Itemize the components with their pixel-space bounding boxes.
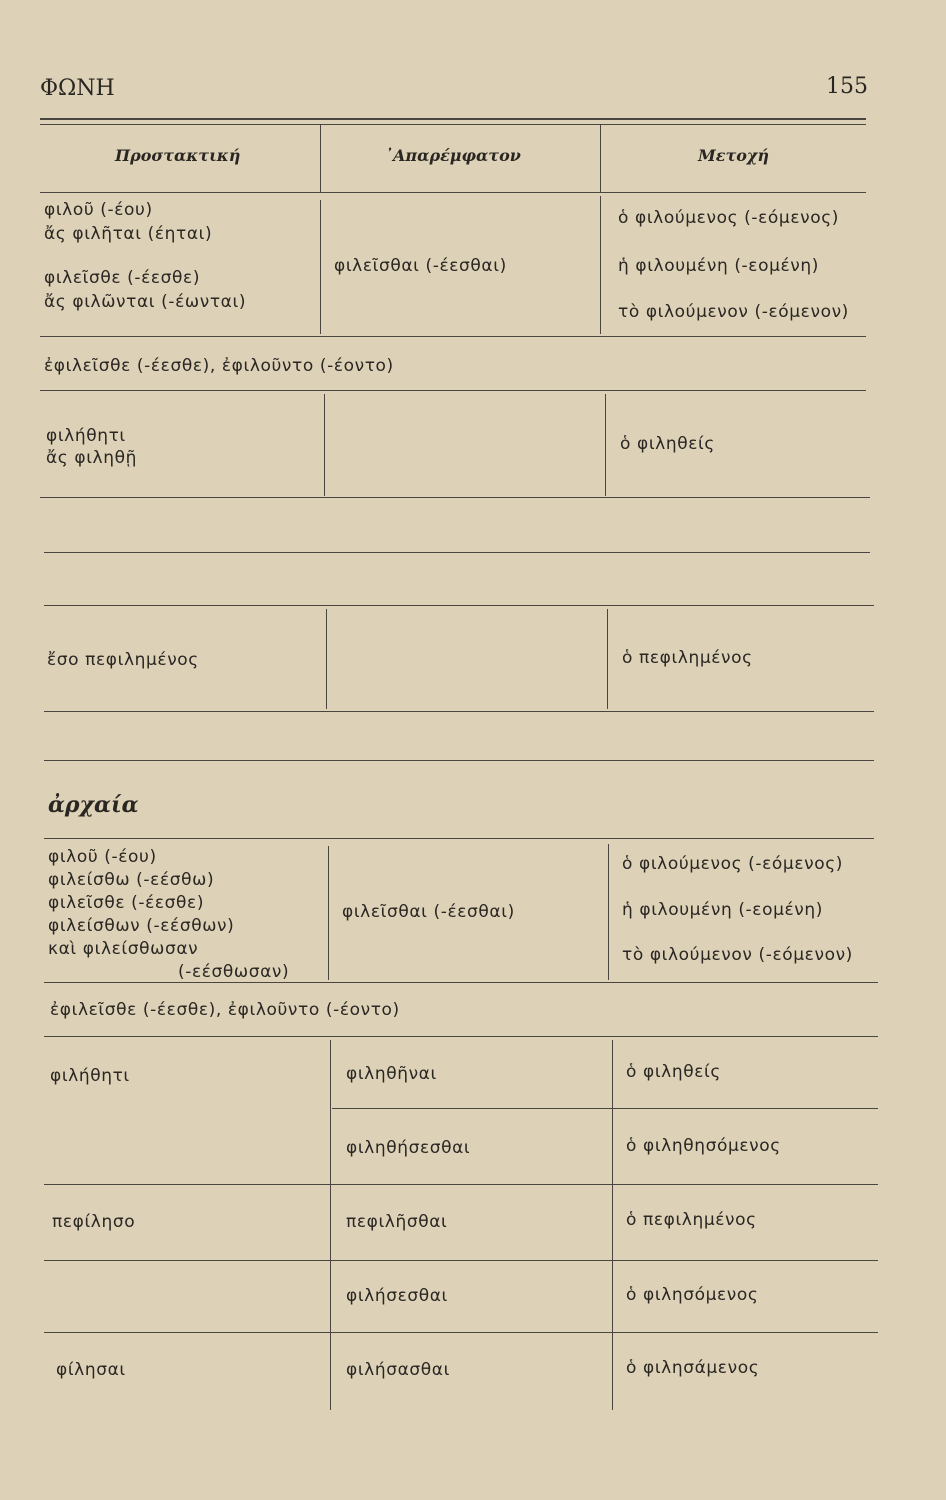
ancient-present-infinitive: φιλεῖσθαι (-έεσθαι) xyxy=(342,902,515,922)
top-rule-thin xyxy=(40,124,866,125)
header-participle: Μετοχή xyxy=(698,146,770,165)
ancient-row-imperative: φιλήθητι xyxy=(50,1066,130,1086)
modern-present-imperative-line: φιλεῖσθε (-έεσθε) xyxy=(44,268,201,288)
modern-present-participle-line: ἡ φιλουμένη (-εομένη) xyxy=(618,256,819,276)
column-divider xyxy=(612,1040,613,1410)
column-divider xyxy=(607,609,608,709)
column-divider xyxy=(320,124,321,192)
row-rule xyxy=(44,605,874,606)
row-rule xyxy=(40,336,866,337)
ancient-present-imperative-line: καὶ φιλείσθωσαν xyxy=(48,939,199,959)
column-divider xyxy=(608,844,609,980)
modern-present-imperative-line: ἄς φιλῶνται (-έωνται) xyxy=(44,292,247,312)
modern-aorist-imperative-line: φιλήθητι xyxy=(46,426,126,446)
column-divider xyxy=(328,846,329,980)
modern-present-imperative-line: φιλοῦ (-έου) xyxy=(44,200,153,220)
row-rule xyxy=(332,1108,878,1109)
column-divider xyxy=(324,394,325,496)
column-divider xyxy=(330,1040,331,1410)
ancient-row-participle: ὁ φιλησάμενος xyxy=(626,1358,760,1378)
modern-present-participle-line: ὁ φιλούμενος (-εόμενος) xyxy=(618,208,840,228)
modern-present-participle-line: τὸ φιλούμενον (-εόμενον) xyxy=(618,302,849,322)
modern-aorist-participle: ὁ φιληθείς xyxy=(620,434,715,454)
ancient-row-infinitive: φιλήσεσθαι xyxy=(346,1286,448,1306)
ancient-row-participle: ὁ φιληθησόμενος xyxy=(626,1136,781,1156)
ancient-row-infinitive: φιληθήσεσθαι xyxy=(346,1138,471,1158)
page-number: 155 xyxy=(826,74,868,99)
ancient-row-infinitive: φιλήσασθαι xyxy=(346,1360,450,1380)
row-rule xyxy=(44,1260,878,1261)
modern-perfect-imperative: ἔσο πεφιλημένος xyxy=(47,650,199,670)
row-rule xyxy=(44,1036,878,1037)
top-rule xyxy=(40,118,866,120)
header-rule xyxy=(40,192,866,193)
row-rule xyxy=(44,1332,878,1333)
row-rule xyxy=(44,760,874,761)
ancient-row-participle: ὁ φιληθείς xyxy=(626,1062,721,1082)
ancient-imperfect: ἐφιλεῖσθε (-έεσθε), ἐφιλοῦντο (-έοντο) xyxy=(50,1000,400,1020)
ancient-row-participle: ὁ φιλησόμενος xyxy=(626,1285,759,1305)
ancient-row-infinitive: φιληθῆναι xyxy=(346,1064,437,1084)
archaia-heading: ἀρχαία xyxy=(48,792,139,818)
row-rule xyxy=(44,552,870,553)
ancient-row-participle: ὁ πεφιλημένος xyxy=(626,1210,757,1230)
ancient-present-imperative-line: φιλείσθω (-εέσθω) xyxy=(48,870,215,890)
modern-perfect-participle: ὁ πεφιλημένος xyxy=(622,648,753,668)
column-divider xyxy=(600,196,601,334)
modern-aorist-imperative-line: ἄς φιληθῇ xyxy=(46,448,137,468)
row-rule xyxy=(44,1184,878,1185)
ancient-present-imperative-line: φιλεῖσθε (-έεσθε) xyxy=(48,893,205,913)
ancient-present-participle-line: ἡ φιλουμένη (-εομένη) xyxy=(622,900,823,920)
ancient-present-imperative-line: φιλείσθων (-εέσθων) xyxy=(48,916,235,936)
ancient-row-infinitive: πεφιλῆσθαι xyxy=(346,1212,448,1232)
modern-present-infinitive: φιλεῖσθαι (-έεσθαι) xyxy=(334,256,507,276)
column-divider xyxy=(320,200,321,334)
column-divider xyxy=(605,394,606,496)
header-infinitive: ᾿Απαρέμφατον xyxy=(385,146,521,165)
ancient-present-imperative-line: φιλοῦ (-έου) xyxy=(48,847,157,867)
header-imperative: Προστακτική xyxy=(115,146,241,165)
modern-present-imperative-line: ἄς φιλῆται (έηται) xyxy=(44,224,213,244)
row-rule xyxy=(44,982,878,983)
modern-imperfect: ἐφιλεῖσθε (-έεσθε), ἐφιλοῦντο (-έοντο) xyxy=(44,356,394,376)
column-divider xyxy=(326,609,327,709)
column-divider xyxy=(600,124,601,192)
ancient-present-participle-line: τὸ φιλούμενον (-εόμενον) xyxy=(622,945,853,965)
ancient-present-participle-line: ὁ φιλούμενος (-εόμενος) xyxy=(622,854,844,874)
ancient-present-imperative-line: (-εέσθωσαν) xyxy=(178,962,290,982)
ancient-row-imperative: πεφίλησο xyxy=(52,1212,136,1232)
running-head: ΦΩΝΗ xyxy=(40,76,115,101)
row-rule xyxy=(44,711,874,712)
row-rule xyxy=(40,390,866,391)
ancient-row-imperative: φίλησαι xyxy=(56,1360,126,1380)
row-rule xyxy=(44,838,874,839)
row-rule xyxy=(40,497,870,498)
